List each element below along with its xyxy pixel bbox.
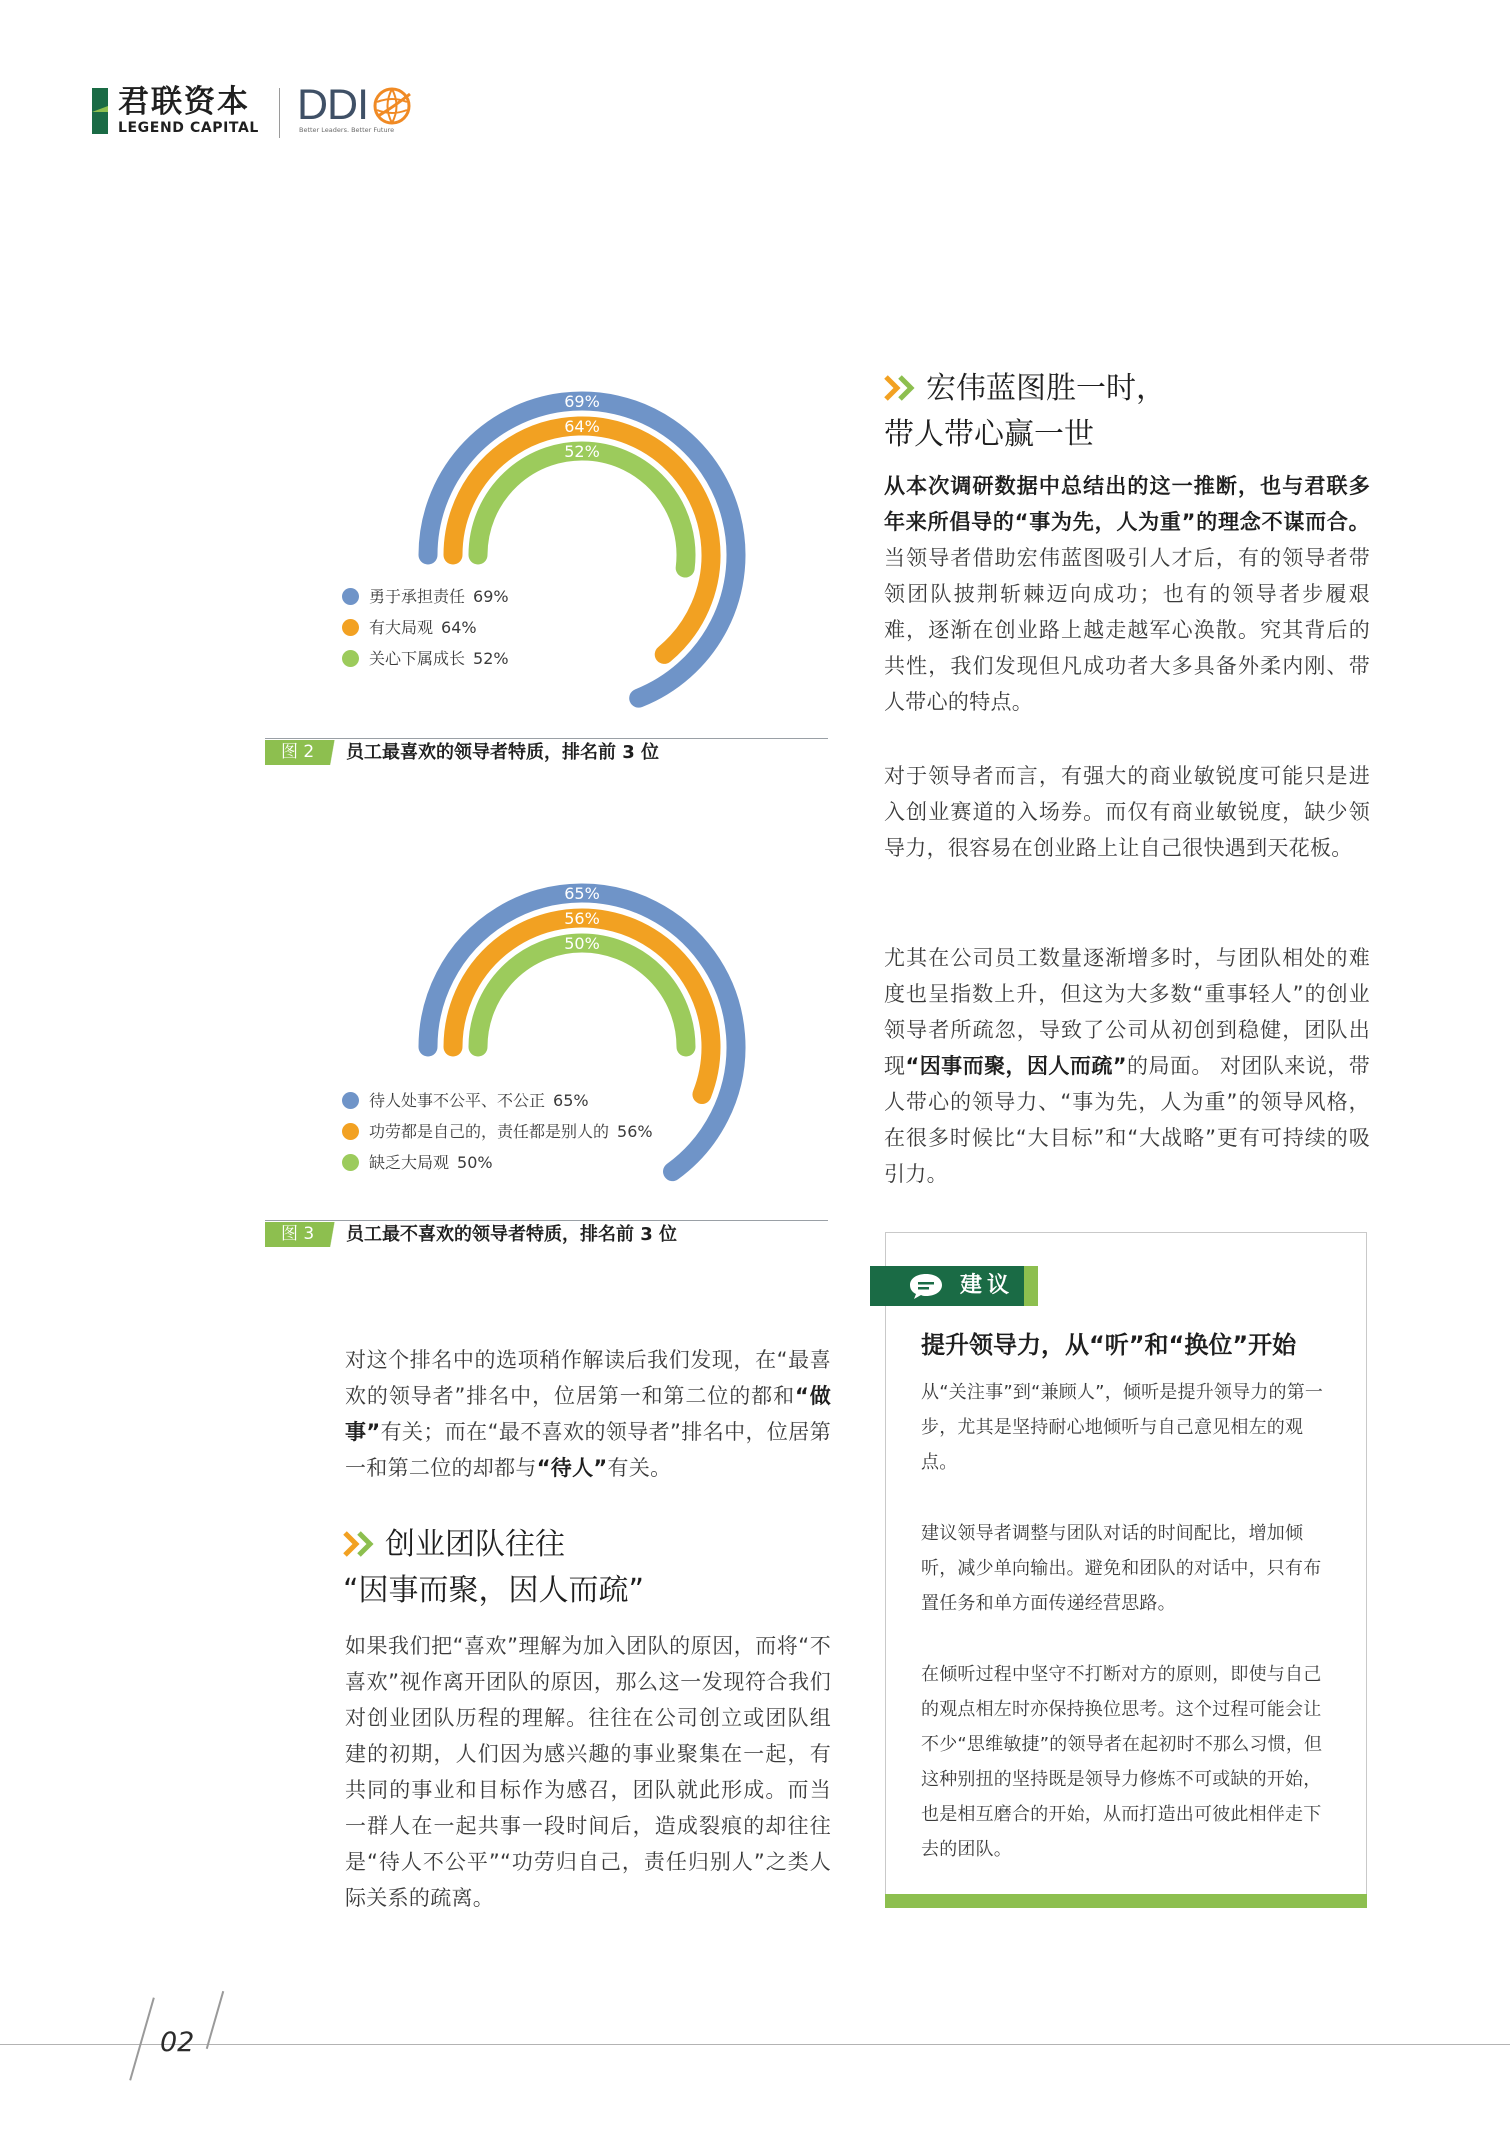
legend-label: 有大局观 <box>369 618 434 637</box>
figure-2-caption: 员工最喜欢的领导者特质，排名前 3 位 <box>346 742 660 763</box>
speech-bubble-icon <box>908 1272 944 1300</box>
figure-2-tag: 图 2 <box>265 740 341 765</box>
arc-value-label: 52% <box>564 442 600 461</box>
legend-dot <box>342 1092 359 1109</box>
legend-capital-logo-mark <box>92 88 108 134</box>
right-paragraph-3: 尤其在公司员工数量逐渐增多时，与团队相处的难度也呈指数上升，但这为大多数“重事轻人”的创业领导者所疏忽，导致了公司从初创到稳健，团队出现“因事而聚，因人而疏”的局面。 对团队来说，带人带心的领导力、“事为先，人为重”的领导风格，在很多时候比“大目标”和“大战略”更有可持续的吸引力。 <box>884 946 1370 1186</box>
legend-value: 65% <box>553 1091 589 1110</box>
legend-capital-logo-cn: 君联资本 <box>118 84 250 120</box>
advice-box-bottom-bar <box>885 1894 1367 1908</box>
footer-slash <box>206 1991 224 2049</box>
arc-value-label: 50% <box>564 934 600 953</box>
figure-3-chart <box>400 852 800 1232</box>
arc-3 <box>478 943 686 1047</box>
right-paragraph-2: 对于领导者而言，有强大的商业敏锐度可能只是进入创业赛道的入场券。而仅有商业敏锐度，缺少领导力，很容易在创业路上让自己很快遇到天花板。 <box>884 764 1370 860</box>
legend-label: 勇于承担责任 <box>369 587 466 606</box>
legend-item <box>342 1153 653 1173</box>
footer-slash <box>129 1997 155 2080</box>
advice-paragraph-3: 在倾听过程中坚守不打断对方的原则，即使与自己的观点相左时亦保持换位思考。这个过程可能会让不少“思维敏捷”的领导者在起初时不那么习惯，但这种别扭的坚持既是领导力修炼不可或缺的开始，也是相互磨合的开始，从而打造出可彼此相伴走下去的团队。 <box>921 1664 1323 1860</box>
arc-value-label: 69% <box>564 392 600 411</box>
legend-dot <box>342 588 359 605</box>
caption-rule <box>265 738 828 739</box>
legend-item <box>342 1122 653 1142</box>
heading-line-1: 创业团队往往 <box>385 1527 565 1562</box>
right-paragraph-1: 从本次调研数据中总结出的这一推断，也与君联多年来所倡导的“事为先，人为重”的理念不谋而合。当领导者借助宏伟蓝图吸引人才后，有的领导者带领团队披荆斩棘迈向成功；也有的领导者步履艰难，逐渐在创业路上越走越军心涣散。究其背后的共性，我们发现但凡成功者大多具备外柔内刚、带人带心的特点。 <box>884 474 1370 714</box>
heading-line-1: 宏伟蓝图胜一时， <box>926 371 1166 406</box>
heading-line-2: “因事而聚，因人而疏” <box>343 1573 645 1608</box>
legend-label: 关心下属成长 <box>369 649 466 668</box>
page-number: 02 <box>160 2027 195 2058</box>
figure-3-caption: 员工最不喜欢的领导者特质，排名前 3 位 <box>346 1224 678 1245</box>
figure-2-legend <box>342 587 509 669</box>
legend-value: 64% <box>441 618 477 637</box>
arc-3 <box>478 451 686 568</box>
double-chevron-icon <box>884 375 920 401</box>
double-chevron-icon <box>343 1531 379 1557</box>
legend-dot <box>342 650 359 667</box>
legend-dot <box>342 1154 359 1171</box>
legend-value: 56% <box>617 1122 653 1141</box>
legend-dot <box>342 1123 359 1140</box>
figure-2-chart <box>400 360 800 740</box>
advice-tab-label: 建议 <box>960 1273 1015 1298</box>
legend-value: 50% <box>457 1153 493 1172</box>
ddi-tagline: Better Leaders. Better Future <box>299 126 395 134</box>
arc-value-label: 65% <box>564 884 600 903</box>
legend-label: 功劳都是自己的，责任都是别人的 <box>369 1122 610 1141</box>
left-paragraph-1: 对这个排名中的选项稍作解读后我们发现，在“最喜欢的领导者”排名中，位居第一和第二位的都和“做事”有关；而在“最不喜欢的领导者”排名中，位居第一和第二位的却都与“待人”有关。 <box>345 1348 831 1480</box>
legend-label: 待人处事不公平、不公正 <box>369 1091 546 1110</box>
left-paragraph-2: 如果我们把“喜欢”理解为加入团队的原因，而将“不喜欢”视作离开团队的原因，那么这一发现符合我们对创业团队历程的理解。往往在公司创立或团队组建的初期，人们因为感兴趣的事业聚集在一起，有共同的事业和目标作为感召，团队就此形成。而当一群人在一起共事一段时间后，造成裂痕的却往往是“待人不公平”“功劳归自己，责任归别人”之类人际关系的疏离。 <box>345 1634 831 1910</box>
advice-paragraph-2: 建议领导者调整与团队对话的时间配比，增加倾听，减少单向输出。避免和团队的对话中，只有布置任务和单方面传递经营思路。 <box>921 1523 1322 1614</box>
legend-label: 缺乏大局观 <box>369 1153 450 1172</box>
legend-item <box>342 649 509 669</box>
section-heading-blueprint <box>884 366 1374 458</box>
legend-value: 52% <box>473 649 509 668</box>
arc-value-label: 64% <box>564 417 600 436</box>
legend-item <box>342 587 509 607</box>
logo-divider <box>279 88 280 138</box>
legend-value: 69% <box>473 587 509 606</box>
caption-rule <box>265 1220 828 1221</box>
ddi-globe-icon <box>372 86 412 126</box>
footer-rule <box>0 2044 1510 2045</box>
figure-3-legend <box>342 1091 653 1173</box>
section-heading-team <box>343 1522 833 1614</box>
ddi-logo: DDI <box>297 81 369 129</box>
legend-capital-logo-en: LEGEND CAPITAL <box>118 120 259 136</box>
heading-line-2: 带人带心赢一世 <box>884 417 1094 452</box>
legend-dot <box>342 619 359 636</box>
legend-item <box>342 1091 653 1111</box>
advice-tab-edge <box>1024 1266 1038 1306</box>
arc-value-label: 56% <box>564 909 600 928</box>
figure-3-tag: 图 3 <box>265 1222 341 1247</box>
advice-title: 提升领导力，从“听”和“换位”开始 <box>921 1331 1297 1359</box>
advice-paragraph-1: 从“关注事”到“兼顾人”，倾听是提升领导力的第一步，尤其是坚持耐心地倾听与自己意见相左的观点。 <box>921 1382 1324 1473</box>
legend-item <box>342 618 509 638</box>
